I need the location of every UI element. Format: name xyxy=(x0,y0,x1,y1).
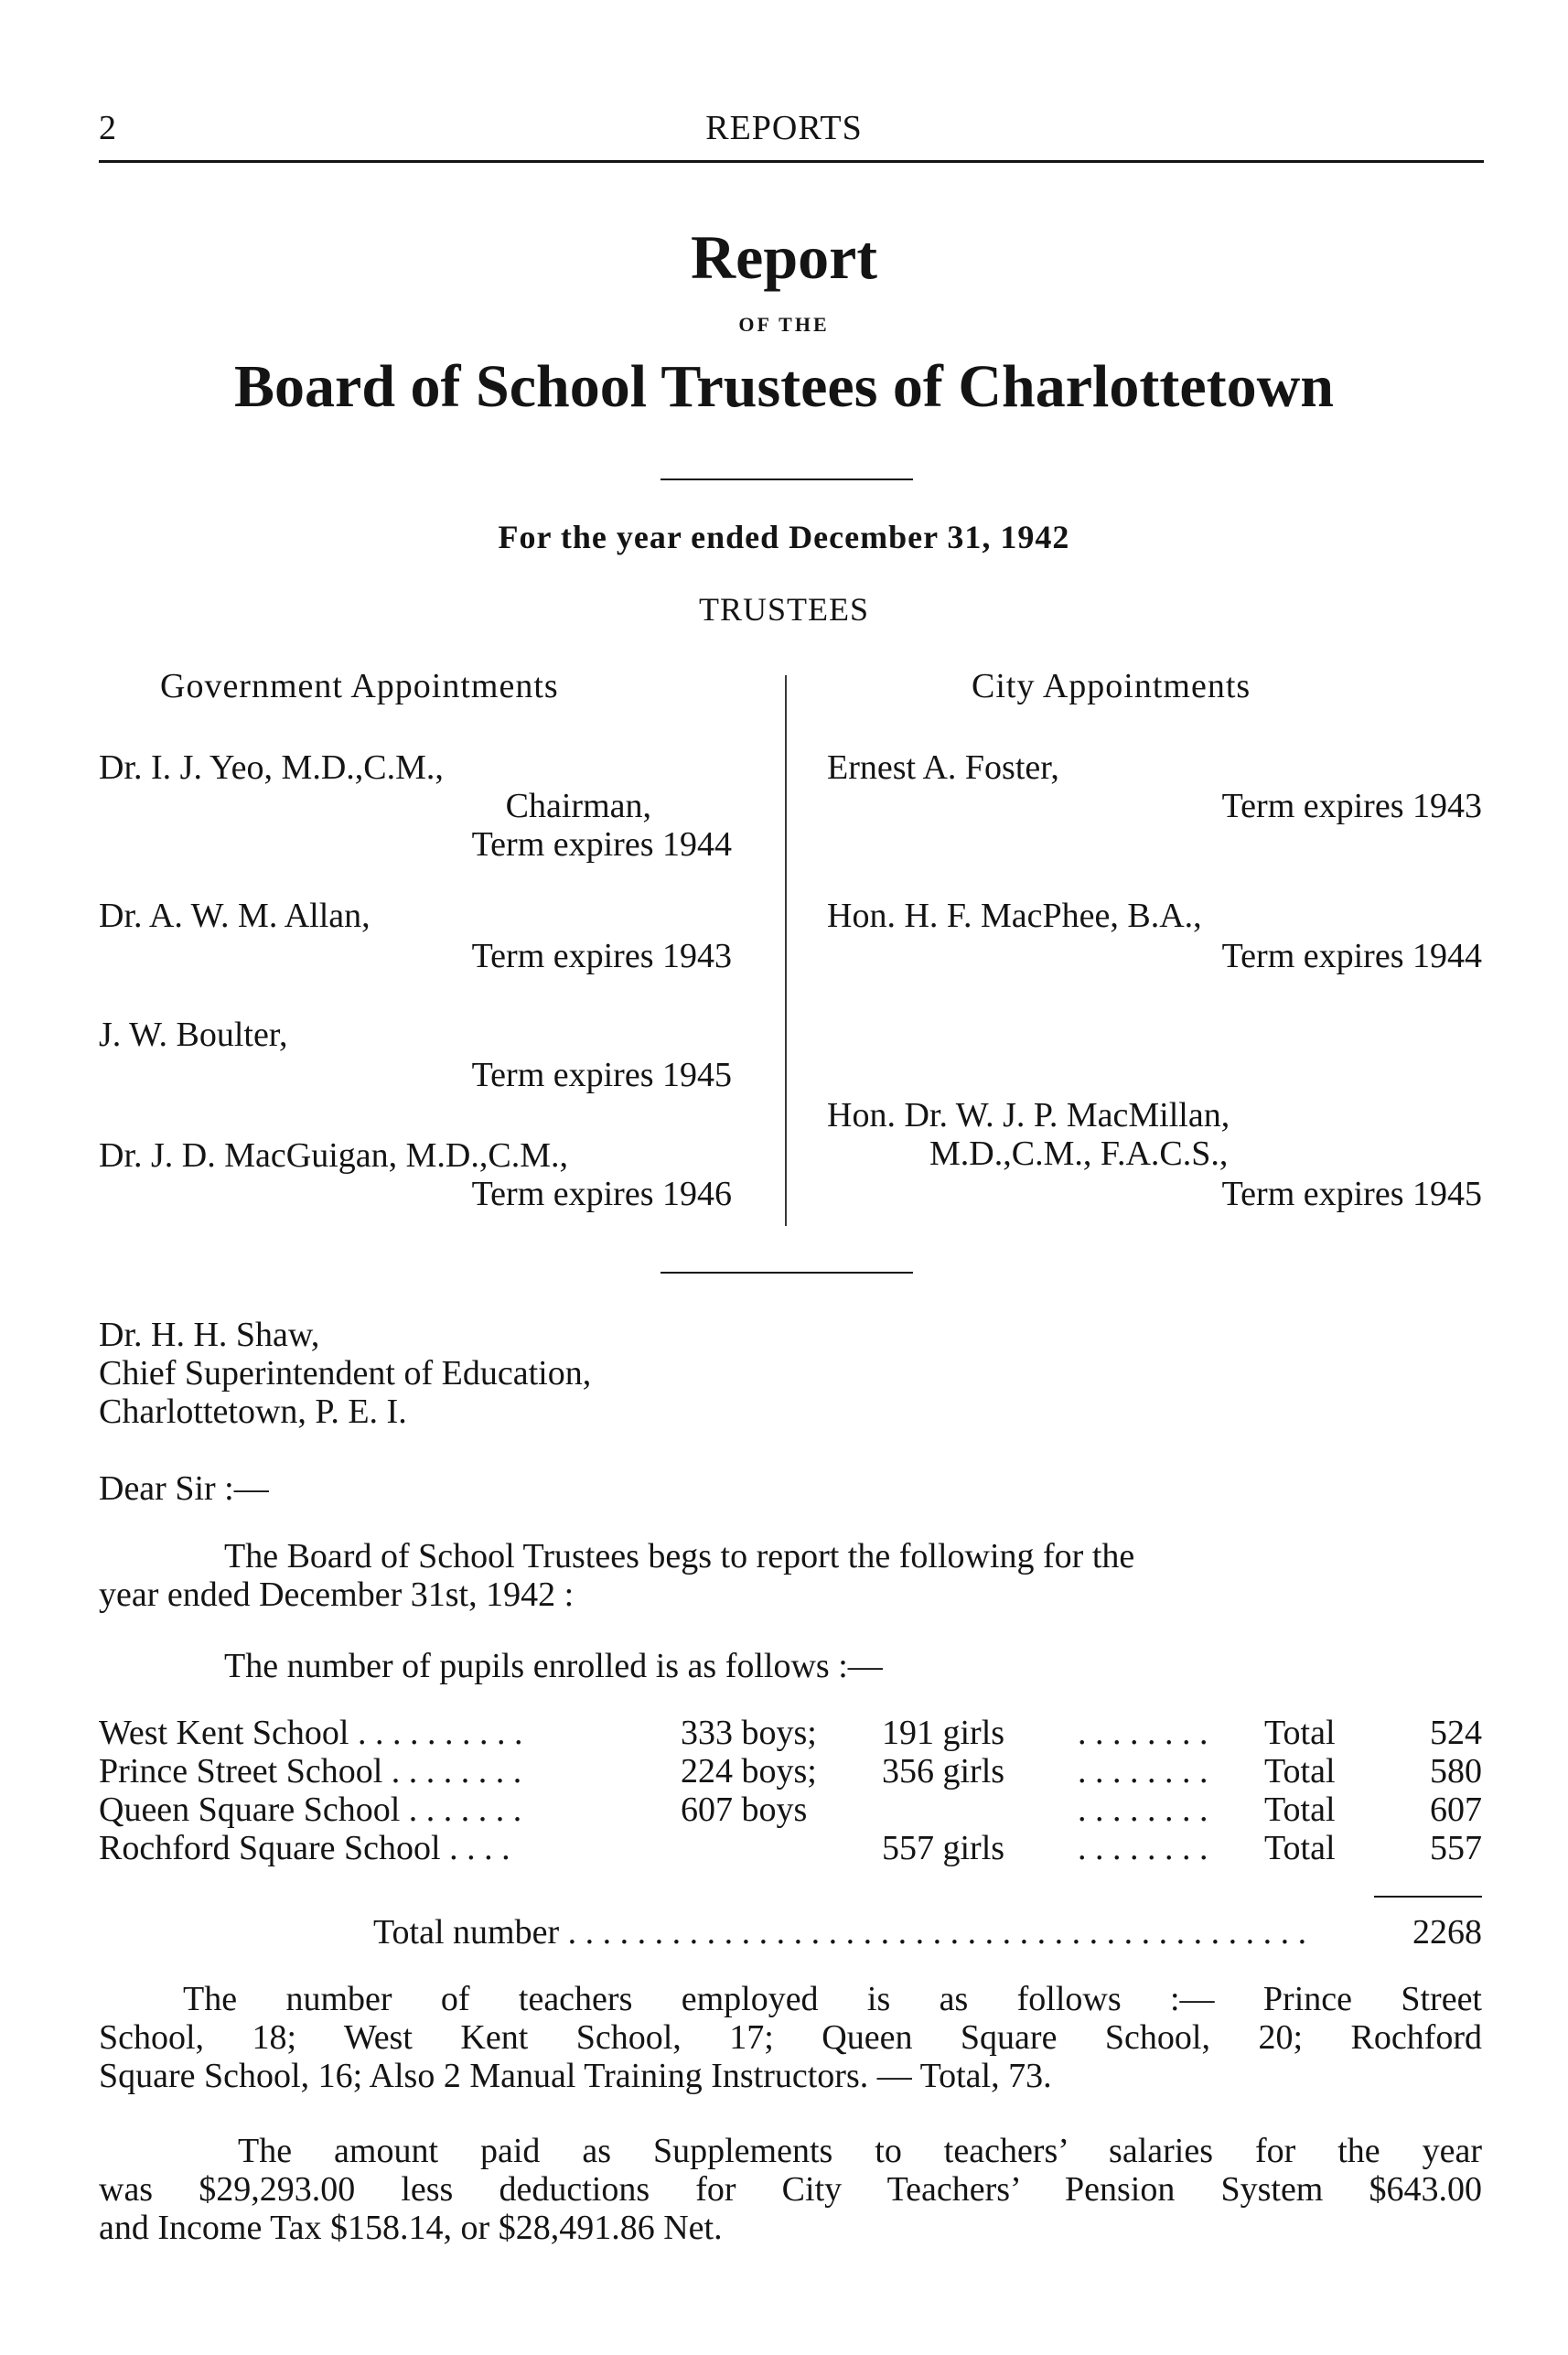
enrollment-row-1-total: 524 xyxy=(1430,1714,1482,1752)
enrollment-row-3-total: 607 xyxy=(1430,1790,1482,1829)
enrollment-row-2-dots: . . . . . . . . xyxy=(1078,1752,1208,1790)
supplements-line-2: was $29,293.00 less deductions for City Teachers’ Pension System $643.00 xyxy=(99,2170,1482,2209)
city-member-1-term: Term expires 1943 xyxy=(1221,787,1482,825)
gov-member-4-name: Dr. J. D. MacGuigan, M.D.,C.M., xyxy=(99,1136,568,1175)
report-title: Report xyxy=(691,222,877,292)
city-member-3-name: Hon. Dr. W. J. P. MacMillan, xyxy=(827,1096,1230,1134)
enrollment-row-3-school: Queen Square School . . . . . . . xyxy=(99,1790,522,1829)
enrollment-row-4-dots: . . . . . . . . xyxy=(1078,1829,1208,1867)
teachers-line-1: The number of teachers employed is as follows :— Prince Street xyxy=(183,1980,1482,2018)
teachers-line-2: School, 18; West Kent School, 17; Queen Square School, 20; Rochford xyxy=(99,2018,1482,2057)
gov-member-4-term: Term expires 1946 xyxy=(471,1175,732,1213)
board-title: Board of School Trustees of Charlottetown xyxy=(234,353,1334,420)
supplements-line-3: and Income Tax $158.14, or $28,491.86 Net. xyxy=(99,2209,723,2247)
section-rule xyxy=(660,1272,913,1274)
school-name: Queen Square School xyxy=(99,1790,401,1829)
total-rule xyxy=(1374,1896,1482,1898)
city-heading: City Appointments xyxy=(972,667,1251,705)
enrollment-row-3-total-label: Total xyxy=(1264,1790,1336,1829)
city-member-3-term: Term expires 1945 xyxy=(1221,1175,1482,1213)
enrolled-intro: The number of pupils enrolled is as follows :— xyxy=(224,1647,883,1685)
enrollment-row-2-total: 580 xyxy=(1430,1752,1482,1790)
address-line-3: Charlottetown, P. E. I. xyxy=(99,1393,407,1431)
enrollment-row-1-boys: 333 boys; xyxy=(681,1714,817,1752)
title-of-the: OF THE xyxy=(738,313,830,336)
enrollment-row-2-boys: 224 boys; xyxy=(681,1752,817,1790)
enrollment-row-2-total-label: Total xyxy=(1264,1752,1336,1790)
city-member-3-credentials: M.D.,C.M., F.A.C.S., xyxy=(929,1134,1229,1173)
year-line: For the year ended December 31, 1942 xyxy=(498,519,1070,555)
gov-member-1-name: Dr. I. J. Yeo, M.D.,C.M., xyxy=(99,748,444,787)
gov-member-2-name: Dr. A. W. M. Allan, xyxy=(99,897,371,935)
gov-member-3-name: J. W. Boulter, xyxy=(99,1016,288,1054)
title-rule xyxy=(660,479,913,480)
school-name: West Kent School xyxy=(99,1714,349,1752)
gov-member-1-term: Term expires 1944 xyxy=(471,825,732,864)
enrollment-row-3-boys: 607 boys xyxy=(681,1790,808,1829)
gov-member-1-role: Chairman, xyxy=(505,787,651,825)
intro-line-1: The Board of School Trustees begs to report the following for the xyxy=(224,1537,1135,1575)
enrollment-row-2-girls: 356 girls xyxy=(882,1752,1005,1790)
school-name: Rochford Square School xyxy=(99,1829,441,1867)
enrollment-row-1-dots: . . . . . . . . xyxy=(1078,1714,1208,1752)
total-number-label: Total number . . . . . . . . . . . . . . . . . . . . . . . . . . . . . . . . . . . . . . . . . . . xyxy=(373,1913,1307,1952)
enrollment-row-4-school: Rochford Square School . . . . xyxy=(99,1829,510,1867)
column-divider xyxy=(785,675,787,1226)
gov-member-3-term: Term expires 1945 xyxy=(471,1056,732,1094)
enrollment-row-2-school: Prince Street School . . . . . . . . xyxy=(99,1752,522,1790)
enrollment-row-1-total-label: Total xyxy=(1264,1714,1336,1752)
city-member-2-term: Term expires 1944 xyxy=(1221,937,1482,975)
school-name: Prince Street School xyxy=(99,1752,383,1790)
enrollment-row-4-total-label: Total xyxy=(1264,1829,1336,1867)
intro-line-2: year ended December 31st, 1942 : xyxy=(99,1575,575,1614)
enrollment-row-1-girls: 191 girls xyxy=(882,1714,1005,1752)
page-number: 2 xyxy=(99,109,116,147)
government-heading: Government Appointments xyxy=(160,667,559,705)
total-label-text: Total number xyxy=(373,1913,560,1952)
address-line-2: Chief Superintendent of Education, xyxy=(99,1354,592,1393)
header-rule xyxy=(99,160,1484,163)
supplements-line-1: The amount paid as Supplements to teachers’ salaries for the year xyxy=(238,2132,1482,2170)
address-line-1: Dr. H. H. Shaw, xyxy=(99,1316,320,1354)
enrollment-row-4-girls: 557 girls xyxy=(882,1829,1005,1867)
gov-member-2-term: Term expires 1943 xyxy=(471,937,732,975)
running-title: REPORTS xyxy=(705,109,863,147)
city-member-2-name: Hon. H. F. MacPhee, B.A., xyxy=(827,897,1202,935)
enrollment-row-4-total: 557 xyxy=(1430,1829,1482,1867)
city-member-1-name: Ernest A. Foster, xyxy=(827,748,1059,787)
teachers-line-3: Square School, 16; Also 2 Manual Training Instructors. — Total, 73. xyxy=(99,2057,1052,2095)
enrollment-row-3-dots: . . . . . . . . xyxy=(1078,1790,1208,1829)
salutation: Dear Sir :— xyxy=(99,1469,269,1508)
trustees-heading: TRUSTEES xyxy=(698,591,869,628)
total-number-value: 2268 xyxy=(1412,1913,1482,1952)
enrollment-row-1-school: West Kent School . . . . . . . . . . xyxy=(99,1714,523,1752)
